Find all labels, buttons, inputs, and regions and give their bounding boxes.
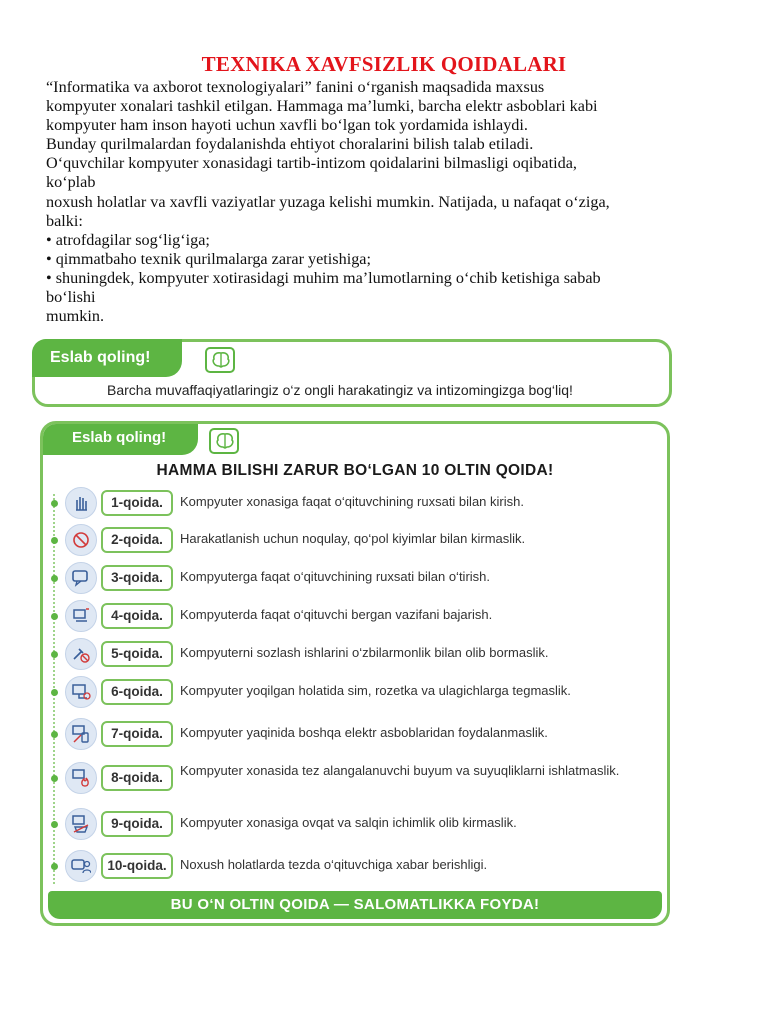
rule-item — [43, 807, 667, 843]
intro-line: bo‘lishi — [46, 288, 96, 307]
no-clothing-icon — [65, 524, 97, 556]
no-cable-icon — [65, 676, 97, 708]
rule-text: Kompyuter yoqilgan holatida sim, rozetka va ulagichlarga tegmaslik. — [180, 683, 571, 698]
rule-label: 5-qoida. — [101, 641, 173, 667]
intro-line: • atrofdagilar sog‘lig‘iga; — [46, 230, 210, 249]
task-icon — [65, 600, 97, 632]
intro-line: noxush holatlar va xavfli vaziyatlar yuzaga kelishi mumkin. Natijada, u nafaqat o‘ziga, — [46, 192, 610, 211]
rule-item — [43, 849, 667, 885]
intro-line: Bunday qurilmalardan foydalanishda ehtiyot choralarini bilish talab etiladi. — [46, 135, 534, 154]
rule-label: 3-qoida. — [101, 565, 173, 591]
rule-label: 4-qoida. — [101, 603, 173, 629]
intro-line: • qimmatbaho texnik qurilmalarga zarar yetishiga; — [46, 249, 371, 268]
bullet-dot — [51, 821, 58, 828]
rule-text: Harakatlanish uchun noqulay, qo‘pol kiyimlar bilan kirmaslik. — [180, 531, 526, 546]
intro-line: O‘quvchilar kompyuter xonasidagi tartib-intizom qoidalarini bilmasligi oqibatida, — [46, 154, 577, 173]
rule-label: 8-qoida. — [101, 765, 173, 791]
no-flammable-icon — [65, 762, 97, 794]
intro-line: kompyuter xonalari tashkil etilgan. Hammaga ma’lumki, barcha elektr asboblari kabi — [46, 97, 598, 116]
rule-label: 7-qoida. — [101, 721, 173, 747]
rule-item — [43, 599, 667, 635]
golden-rules-box — [40, 421, 670, 926]
remember-box-motivation — [32, 339, 672, 407]
document-title: TEXNIKA XAVFSIZLIK QOIDALARI — [201, 52, 567, 76]
chat-permission-icon — [65, 562, 97, 594]
rule-label: 10-qoida. — [101, 853, 173, 879]
intro-line: “Informatika va axborot texnologiyalari” fanini o‘rganish maqsadida maxsus — [46, 78, 545, 96]
intro-line: • shuningdek, kompyuter xotirasidagi muhim ma’lumotlarning o‘chib ketishiga sabab — [46, 268, 601, 287]
rule-label: 2-qoida. — [101, 527, 173, 553]
motivation-text: Barcha muvaffaqiyatlaringiz o‘z ongli harakatingiz va intizomingizga bog‘liq! — [107, 382, 573, 398]
footer-banner: BU O‘N OLTIN QOIDA — SALOMATLIKKA FOYDA! — [48, 891, 662, 919]
rules-heading: HAMMA BILISHI ZARUR BO‘LGAN 10 OLTIN QOIDA! — [156, 462, 554, 479]
remember-tab: Eslab qoling! — [32, 339, 182, 377]
rule-item — [43, 717, 667, 753]
rule-item — [43, 637, 667, 673]
bullet-dot — [51, 775, 58, 782]
rule-text: Noxush holatlarda tezda o‘qituvchiga xabar berishligi. — [180, 857, 488, 872]
rule-label: 6-qoida. — [101, 679, 173, 705]
intro-line: balki: — [46, 211, 83, 230]
rule-text: Kompyuterda faqat o‘qituvchi bergan vazifani bajarish. — [180, 607, 493, 622]
rule-text: Kompyuterni sozlash ishlarini o‘zbilarmonlik bilan olib bormaslik. — [180, 645, 549, 660]
rule-text: Kompyuter xonasida tez alangalanuvchi buyum va suyuqliklarni ishlatmaslik. — [180, 763, 620, 778]
rule-text: Kompyuter xonasiga faqat o‘qituvchining ruxsati bilan kirish. — [180, 494, 524, 509]
bullet-dot — [51, 613, 58, 620]
no-device-icon — [65, 718, 97, 750]
intro-paragraph — [46, 78, 736, 326]
intro-line: kompyuter ham inson hayoti uchun xavfli bo‘lgan tok yordamida ishlaydi. — [46, 116, 528, 135]
bullet-dot — [51, 863, 58, 870]
rule-item — [43, 561, 667, 597]
brain-icon — [205, 347, 235, 373]
brain-icon — [209, 428, 239, 454]
bullet-dot — [51, 500, 58, 507]
bullet-dot — [51, 575, 58, 582]
bullet-dot — [51, 651, 58, 658]
intro-line: ko‘plab — [46, 173, 96, 192]
rule-item — [43, 675, 667, 711]
no-food-icon — [65, 808, 97, 840]
bullet-dot — [51, 689, 58, 696]
rule-text: Kompyuterga faqat o‘qituvchining ruxsati bilan o‘tirish. — [180, 569, 491, 584]
intro-line: mumkin. — [46, 307, 105, 326]
rule-text: Kompyuter yaqinida boshqa elektr asboblaridan foydalanmaslik. — [180, 725, 548, 740]
bullet-dot — [51, 731, 58, 738]
rule-text: Kompyuter xonasiga ovqat va salqin ichimlik olib kirmaslik. — [180, 815, 517, 830]
rule-item — [43, 523, 667, 559]
hand-stop-icon — [65, 487, 97, 519]
bullet-dot — [51, 537, 58, 544]
rule-label: 9-qoida. — [101, 811, 173, 837]
alert-teacher-icon — [65, 850, 97, 882]
no-repair-icon — [65, 638, 97, 670]
rule-label: 1-qoida. — [101, 490, 173, 516]
rule-item — [43, 486, 667, 522]
remember-tab: Eslab qoling! — [40, 421, 198, 455]
rule-item — [43, 761, 667, 797]
